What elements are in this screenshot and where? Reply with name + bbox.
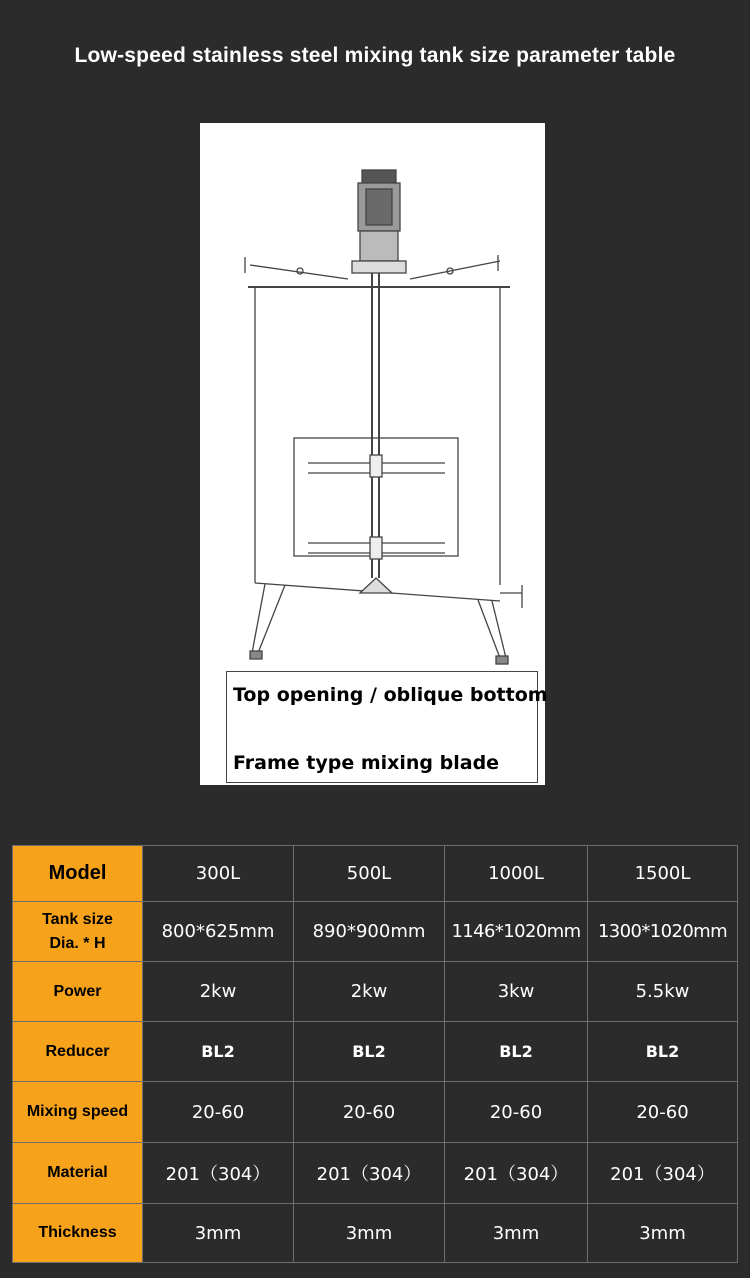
row-label-reducer: Reducer: [13, 1022, 143, 1082]
model-cell: 1000L: [445, 846, 588, 902]
dia-h-label: Dia. * H: [49, 934, 106, 952]
table-cell: BL2: [294, 1022, 445, 1082]
model-cell: 300L: [143, 846, 294, 902]
model-cell: 500L: [294, 846, 445, 902]
table-row-model: [13, 846, 738, 902]
row-label-thickness: Thickness: [13, 1204, 143, 1263]
table-cell: 201（304）: [588, 1143, 738, 1204]
row-label-material: Material: [13, 1143, 143, 1204]
row-label-tank-size: [13, 902, 143, 962]
row-label-mixing-speed: Mixing speed: [13, 1082, 143, 1143]
diagram-caption-box: [226, 671, 548, 783]
table-cell: 5.5kw: [588, 962, 738, 1022]
motor-cap: [362, 170, 396, 184]
table-cell: 1146*1020mm: [445, 902, 588, 962]
table-cell: 201（304）: [143, 1143, 294, 1204]
table-cell: 2kw: [143, 962, 294, 1022]
table-cell: 20-60: [445, 1082, 588, 1143]
table-cell: 20-60: [294, 1082, 445, 1143]
table-row-thickness: [13, 1204, 738, 1263]
leg-left: [258, 585, 285, 653]
table-cell: BL2: [143, 1022, 294, 1082]
table-row-reducer: [13, 1022, 738, 1082]
table-cell: 3kw: [445, 962, 588, 1022]
leg-right: [478, 600, 500, 658]
table-cell: 201（304）: [294, 1143, 445, 1204]
table-cell: BL2: [588, 1022, 738, 1082]
table-row-power: [13, 962, 738, 1022]
table-cell: 1300*1020mm: [588, 902, 738, 962]
lid-arm-left: [250, 265, 348, 279]
mixing-tank-diagram: [200, 123, 548, 785]
model-cell: 1500L: [588, 846, 738, 902]
table-cell: 800*625mm: [143, 902, 294, 962]
table-cell: 3mm: [294, 1204, 445, 1263]
row-label-model: Model: [13, 846, 143, 902]
tank-size-label: Tank size: [42, 910, 113, 928]
page-title: Low-speed stainless steel mixing tank size parameter table: [74, 44, 676, 67]
parameter-table: [12, 845, 738, 1263]
reducer-body: [360, 231, 398, 261]
table-row-mixing-speed: [13, 1082, 738, 1143]
table-cell: 3mm: [143, 1204, 294, 1263]
caption-top-opening: Top opening / oblique bottom: [233, 684, 548, 706]
table-cell: 3mm: [445, 1204, 588, 1263]
table-cell: 20-60: [588, 1082, 738, 1143]
caption-blade-type: Frame type mixing blade: [233, 752, 500, 774]
table-row-material: [13, 1143, 738, 1204]
table-cell: 890*900mm: [294, 902, 445, 962]
table-cell: 3mm: [588, 1204, 738, 1263]
table-cell: 20-60: [143, 1082, 294, 1143]
row-label-power: Power: [13, 962, 143, 1022]
lid-arm-right: [410, 261, 500, 279]
table-cell: 2kw: [294, 962, 445, 1022]
table-cell: BL2: [445, 1022, 588, 1082]
table-cell: 201（304）: [445, 1143, 588, 1204]
table-row-tank-size: [13, 902, 738, 962]
